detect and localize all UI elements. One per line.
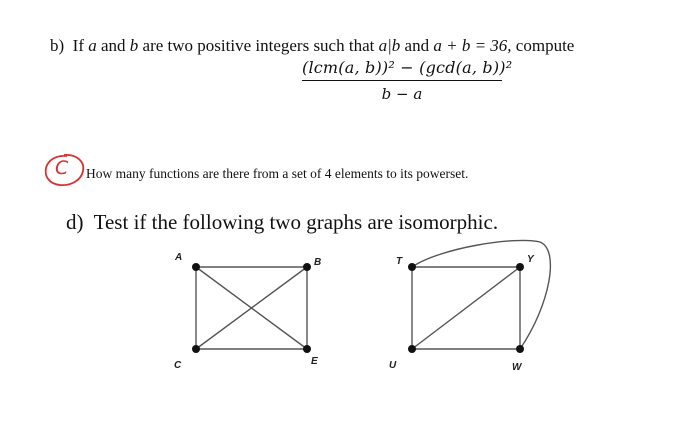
edge-Y-U — [412, 267, 520, 349]
question-c-text: How many functions are there from a set of 4 elements to its powerset. — [86, 166, 469, 181]
var-b: b — [129, 36, 139, 55]
var-a: a — [88, 36, 97, 55]
question-d-label: d) — [66, 210, 84, 234]
node-T — [408, 263, 416, 271]
node-W — [516, 345, 524, 353]
node-U — [408, 345, 416, 353]
question-d-text: Test if the following two graphs are isomorphic. — [93, 210, 499, 234]
fraction-denominator: b − a — [381, 85, 423, 103]
label-B: B — [314, 257, 322, 268]
node-A — [192, 263, 200, 271]
question-b-and: and — [101, 36, 126, 55]
node-C — [192, 345, 200, 353]
label-U: U — [389, 360, 397, 371]
label-Y: Y — [527, 254, 534, 265]
node-E — [303, 345, 311, 353]
label-A: A — [175, 252, 183, 263]
node-Y — [516, 263, 524, 271]
question-b-end: compute — [515, 36, 575, 55]
node-B — [303, 263, 311, 271]
label-T: T — [396, 256, 403, 267]
question-b-mid: are two positive integers such that — [142, 36, 375, 55]
divides-condition: a|b — [378, 36, 401, 55]
sum-equation: a + b = 36, — [433, 36, 512, 55]
question-b-and2: and — [404, 36, 430, 55]
label-W: W — [512, 362, 522, 373]
question-b-prefix: If — [72, 36, 84, 55]
question-b-label: b) — [50, 36, 65, 55]
circle-label: C — [55, 157, 69, 179]
label-E: E — [311, 356, 318, 367]
label-C: C — [174, 360, 182, 371]
fraction-numerator: (lcm(a, b))² − (gcd(a, b))² — [302, 58, 513, 77]
graph-1 — [196, 267, 307, 349]
